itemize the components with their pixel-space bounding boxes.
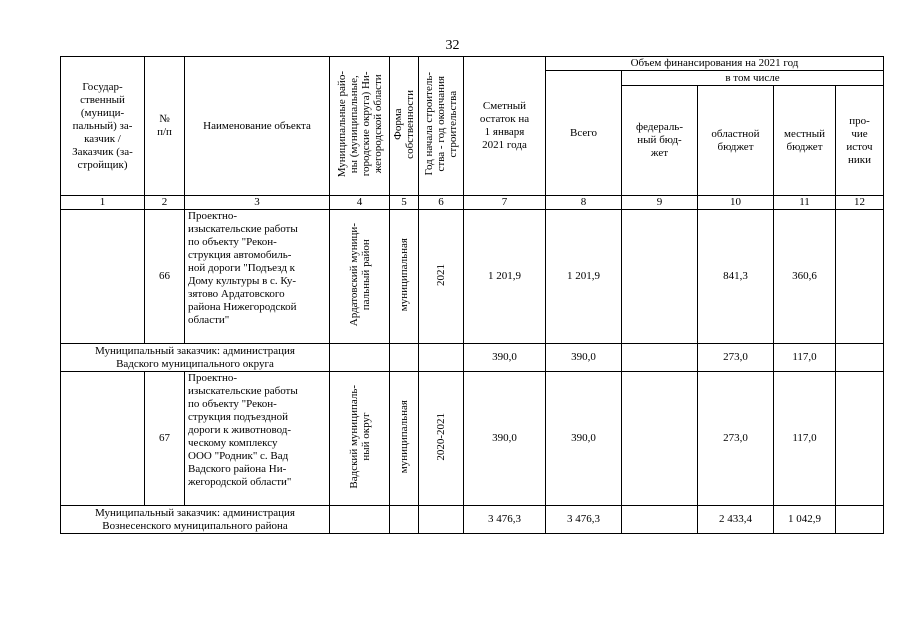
column-number: 7 — [464, 196, 546, 210]
customer-row — [61, 506, 884, 534]
column-number-row — [61, 196, 884, 210]
header-row-1 — [61, 57, 884, 71]
regional: 2 433,4 — [698, 506, 774, 534]
column-number: 10 — [698, 196, 774, 210]
regional: 273,0 — [698, 344, 774, 372]
column-number: 9 — [622, 196, 698, 210]
empty-cell — [390, 344, 419, 372]
object-name: Проектно- изыскательские работы по объекту "Рекон- струкция автомобиль- ной дороги "Подъезд к Дому культуры в с. Ку- зятово Ардатовского района Нижегородской области" — [185, 210, 330, 344]
column-number: 11 — [774, 196, 836, 210]
empty-cell — [330, 344, 390, 372]
page-number: 32 — [445, 38, 460, 53]
column-number: 4 — [330, 196, 390, 210]
local: 1 042,9 — [774, 506, 836, 534]
federal — [622, 344, 698, 372]
district: Вадский муниципаль- ный округ — [330, 372, 390, 506]
table-row — [61, 372, 884, 506]
local: 117,0 — [774, 372, 836, 506]
header-local: местный бюджет — [774, 86, 836, 196]
remainder: 1 201,9 — [464, 210, 546, 344]
local: 360,6 — [774, 210, 836, 344]
ownership: муниципальная — [390, 210, 419, 344]
customer-row — [61, 344, 884, 372]
total: 390,0 — [546, 344, 622, 372]
customer-cell — [61, 210, 145, 344]
table-row — [61, 210, 884, 344]
header-regional: областной бюджет — [698, 86, 774, 196]
column-number: 2 — [145, 196, 185, 210]
header-customer: Государ- ственный (муници- пальный) за- казчик / Заказчик (за- стройщик) — [61, 57, 145, 196]
column-number: 3 — [185, 196, 330, 210]
other — [836, 210, 884, 344]
header-federal: федераль- ный бюд- жет — [622, 86, 698, 196]
empty-cell — [330, 506, 390, 534]
row-number: 66 — [145, 210, 185, 344]
header-including: в том числе — [622, 71, 884, 86]
regional: 273,0 — [698, 372, 774, 506]
object-name: Проектно- изыскательские работы по объекту "Рекон- струкция подъездной дороги к животновод- ческому комплексу ООО "Родник" с. Вад Вадского района Ни- жегородской области" — [185, 372, 330, 506]
remainder: 390,0 — [464, 372, 546, 506]
federal — [622, 372, 698, 506]
financing-table — [60, 56, 884, 534]
remainder: 390,0 — [464, 344, 546, 372]
total: 3 476,3 — [546, 506, 622, 534]
header-municipal-entity: Муниципальные райо- ны (муниципальные, городские округа) Ни- жегородской области — [330, 57, 390, 196]
header-num: № п/п — [145, 57, 185, 196]
column-number: 5 — [390, 196, 419, 210]
federal — [622, 506, 698, 534]
empty-cell — [419, 506, 464, 534]
federal — [622, 210, 698, 344]
column-number: 12 — [836, 196, 884, 210]
other — [836, 344, 884, 372]
total: 1 201,9 — [546, 210, 622, 344]
district: Ардатовский муници- пальный район — [330, 210, 390, 344]
years: 2020-2021 — [419, 372, 464, 506]
column-number: 8 — [546, 196, 622, 210]
customer-name: Муниципальный заказчик: администрация Вознесенского муниципального района — [61, 506, 330, 534]
column-number: 6 — [419, 196, 464, 210]
customer-name: Муниципальный заказчик: администрация Вадского муниципального округа — [61, 344, 330, 372]
other — [836, 506, 884, 534]
header-total: Всего — [546, 71, 622, 196]
years: 2021 — [419, 210, 464, 344]
empty-cell — [390, 506, 419, 534]
local: 117,0 — [774, 344, 836, 372]
other — [836, 372, 884, 506]
header-financing-title: Объем финансирования на 2021 год — [546, 57, 884, 71]
ownership: муниципальная — [390, 372, 419, 506]
empty-cell — [419, 344, 464, 372]
customer-cell — [61, 372, 145, 506]
header-ownership: Форма собственности — [390, 57, 419, 196]
row-number: 67 — [145, 372, 185, 506]
column-number: 1 — [61, 196, 145, 210]
header-other: про- чие источ ники — [836, 86, 884, 196]
header-years: Год начала строитель- ства - год окончания строительства — [419, 57, 464, 196]
remainder: 3 476,3 — [464, 506, 546, 534]
header-remainder: Сметный остаток на 1 января 2021 года — [464, 57, 546, 196]
total: 390,0 — [546, 372, 622, 506]
regional: 841,3 — [698, 210, 774, 344]
header-object-name: Наименование объекта — [185, 57, 330, 196]
